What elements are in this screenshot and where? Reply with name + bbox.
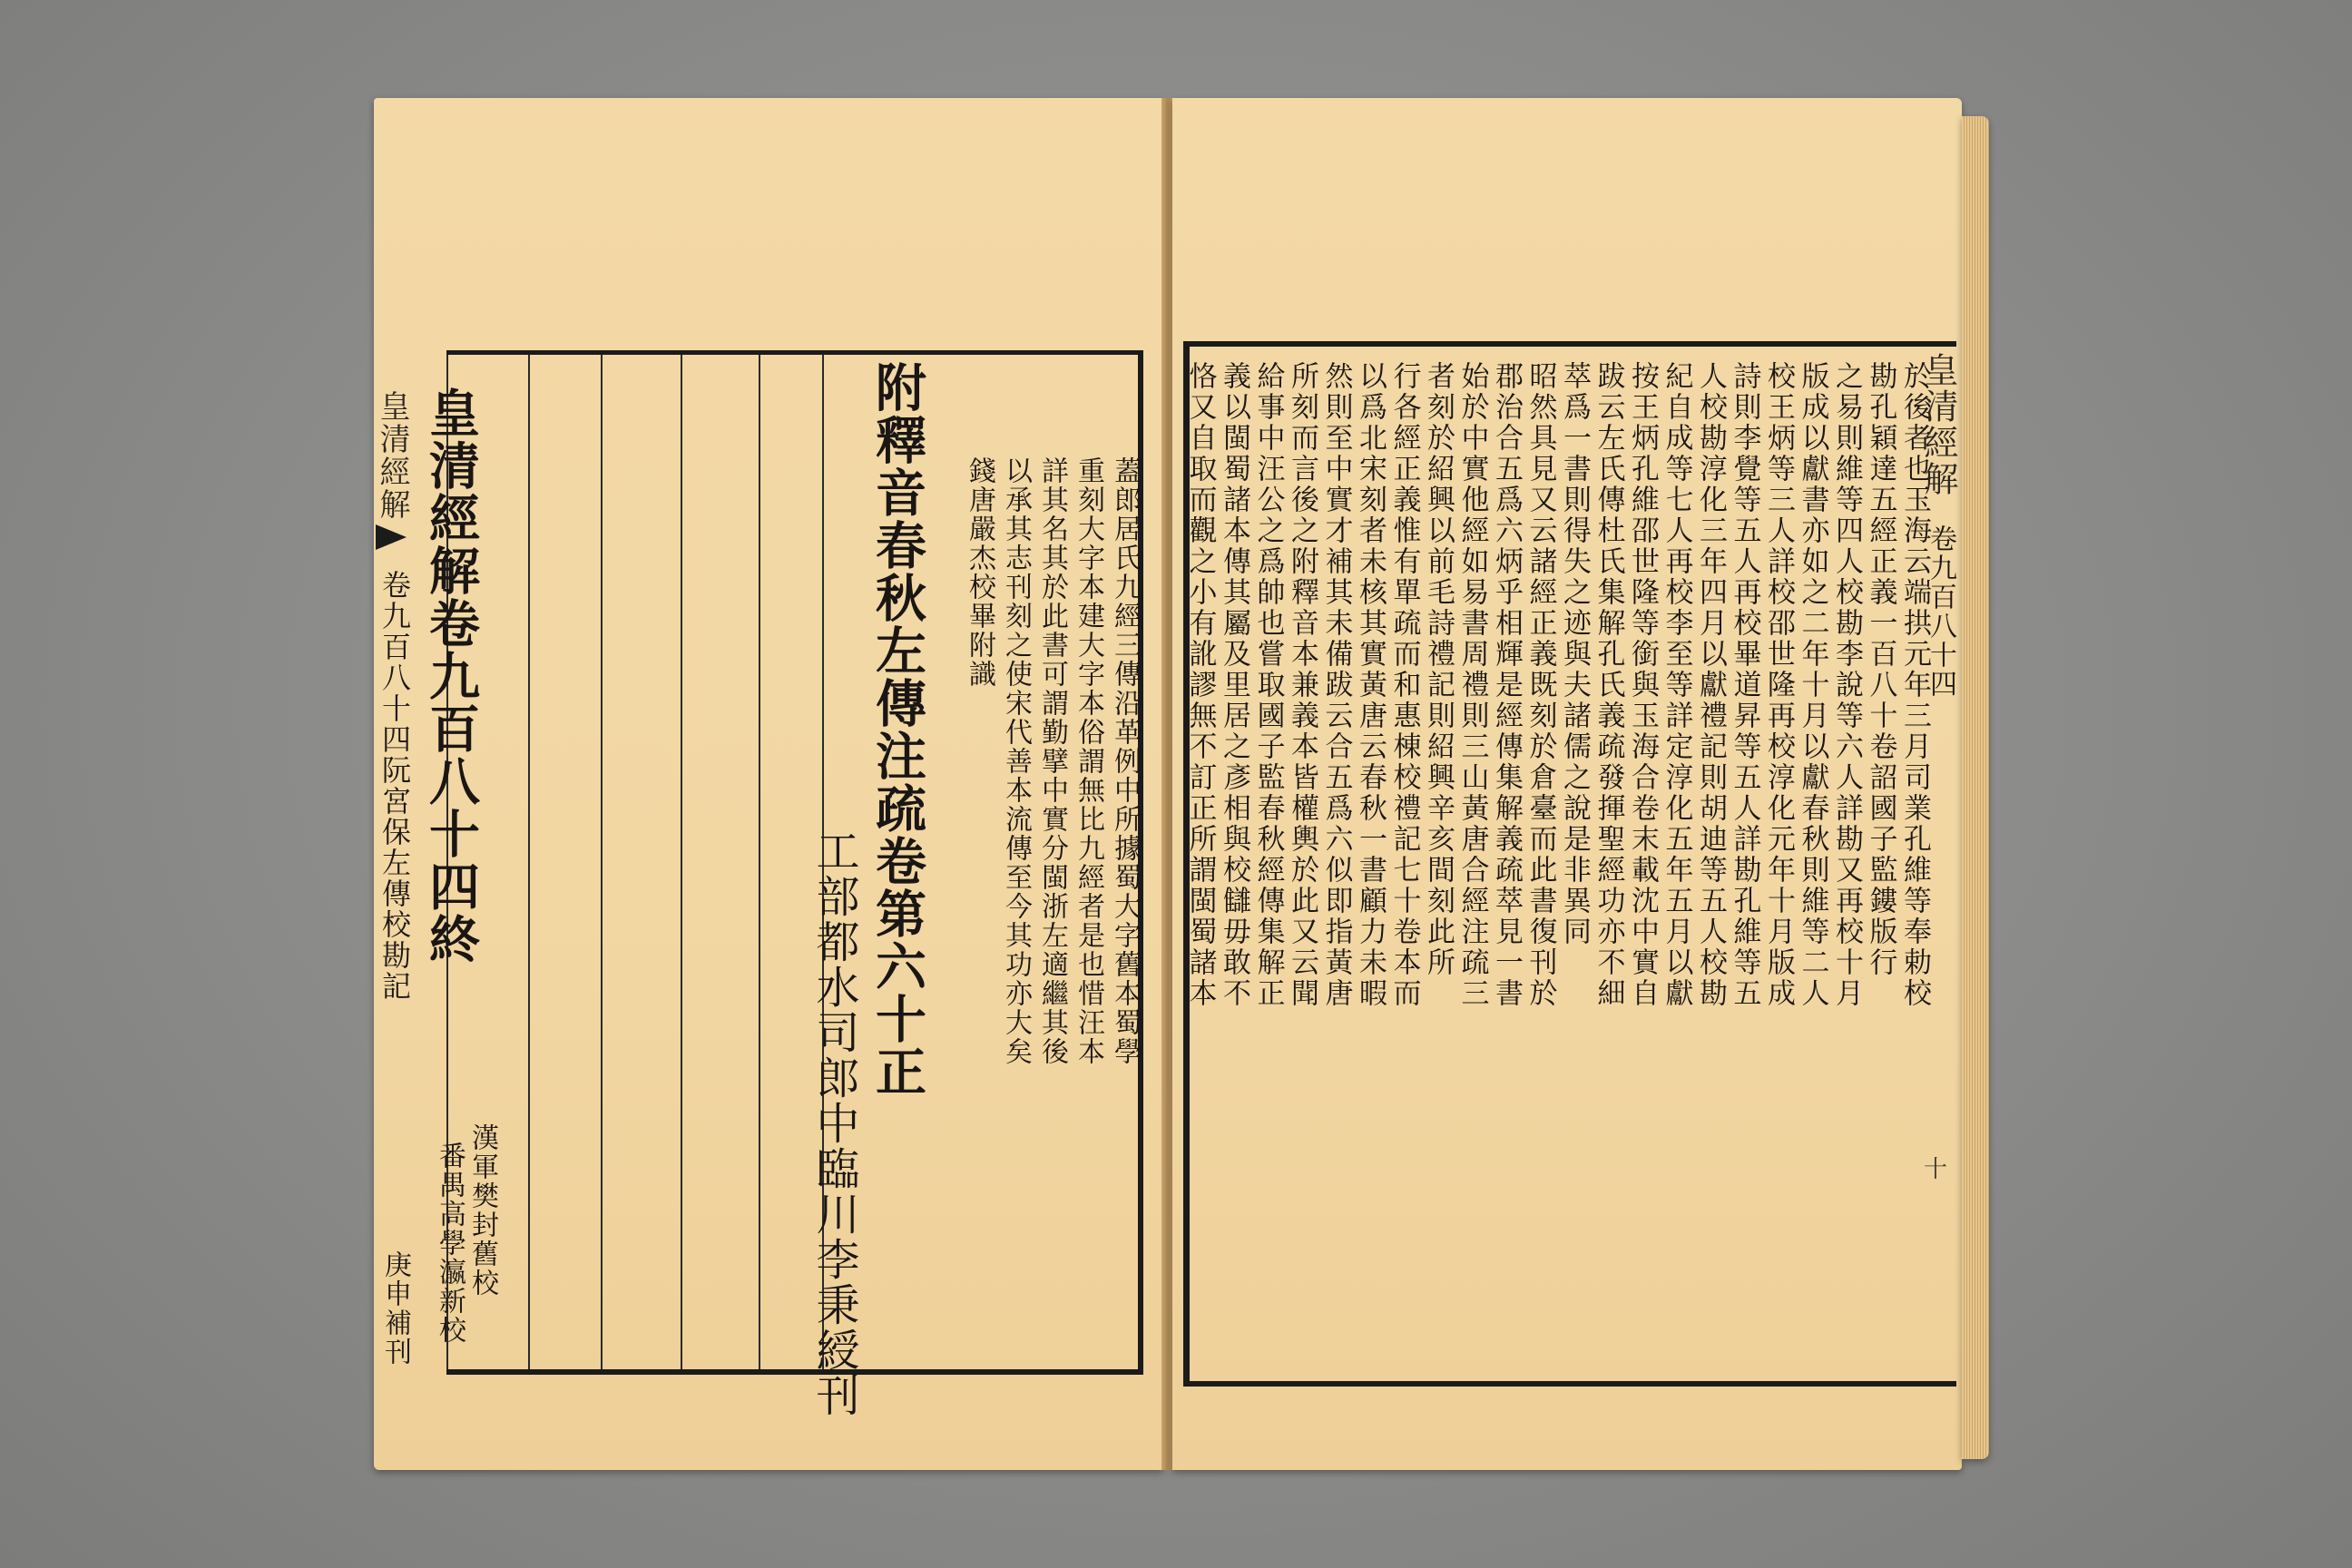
- postscript-col-4: 以承其志刊刻之使宋代善本流傳至今其功亦大矣: [1000, 456, 1032, 1066]
- body-column: 恪又自取而觀之小有訛謬無不訂正所謂閩蜀諸本: [1183, 361, 1217, 1009]
- official-line: 工部都水司郎中臨川李秉綬刊: [808, 828, 859, 1418]
- body-column: 給事中汪公之爲帥也嘗取國子監春秋經傳集解正: [1251, 361, 1285, 1009]
- left-margin-title: 皇清經解: [374, 390, 410, 521]
- body-column: 人校勘淳化三年四月以獻禮記則胡迪等五人校勘: [1694, 361, 1727, 1009]
- left-margin-subtitle: 卷九百八十四阮宮保左傳校勘記: [377, 570, 412, 1002]
- body-column: 版成以獻書亦如之二年十月以獻春秋則維等二人: [1796, 361, 1829, 1009]
- body-column: 跋云左氏傳杜氏集解孔氏義疏發揮聖經功亦不細: [1592, 361, 1625, 1009]
- body-column: 者刻於紹興以前毛詩禮記則紹興辛亥間刻此所: [1422, 361, 1455, 978]
- volume-end-title: 皇清經解卷九百八十四終: [421, 387, 481, 965]
- body-column: 紀自成等七人再校李至等詳定淳化五年五月以獻: [1660, 361, 1693, 1009]
- proofer-2: 番禺高學瀛新校: [434, 1142, 466, 1345]
- left-margin-bottom: 庚申補刊: [379, 1250, 411, 1367]
- body-column: 校王炳等三人詳校邵世隆再校淳化元年十月版成: [1762, 361, 1795, 1009]
- postscript-col-1: 蓋郎居氏九經三傳沿革例中所據蜀大字舊本蜀學: [1109, 456, 1141, 1066]
- right-margin-subtitle: 卷九百八十四: [1925, 524, 1956, 699]
- postscript-col-3: 詳其名其於此書可謂勤擘中實分閩浙左適繼其後: [1036, 456, 1068, 1066]
- page-edges: [1962, 116, 1989, 1459]
- sheet-number: 十: [1924, 1156, 1950, 1183]
- body-column: 萃爲一書則得失之迹與夫諸儒之說是非異同: [1558, 361, 1591, 947]
- right-margin-title: 皇清經解: [1918, 352, 1958, 497]
- postscript-col-5: 錢唐嚴杰校畢附識: [964, 456, 995, 689]
- body-column: 然則至中實才補其未備跋云合五爲六似即指黃唐: [1319, 361, 1353, 1009]
- body-column: 詩則李覺等五人再校畢道昇等五人詳勘孔維等五: [1728, 361, 1761, 1009]
- open-book: [356, 98, 1998, 1485]
- body-column: 義以閩蜀諸本傳其屬及里居之彥相與校讎毋敢不: [1218, 361, 1250, 1009]
- body-column: 按王炳孔維邵世隆等銜與玉海合卷末載沈中實自: [1626, 361, 1659, 1009]
- body-column: 昭然具見又云諸經正義既刻於倉臺而此書復刊於: [1524, 361, 1557, 1009]
- postscript-col-2: 重刻大字本建大字本俗謂無比九經者是也惜汪本: [1073, 456, 1104, 1066]
- body-column: 勘孔穎達五經正義一百八十卷詔國子監鏤版行: [1864, 361, 1897, 978]
- body-column: 於後者也玉海云端拱元年三月司業孔維等奉勅校: [1898, 361, 1931, 1009]
- body-column: 郡治合五爲六炳乎相輝是經傳集解義疏萃見一書: [1490, 361, 1523, 1009]
- body-column: 之易則維等四人校勘李說等六人詳勘又再校十月: [1830, 361, 1863, 1009]
- proofer-1: 漢軍樊封舊校: [466, 1123, 498, 1298]
- body-column: 始於中實他經如易書周禮則三山黃唐合經注疏三: [1455, 361, 1489, 1009]
- body-column: 所刻而言後之附釋音本兼義本皆權輿於此又云聞: [1286, 361, 1318, 1009]
- body-column: 以爲北宋刻者未核其實黃唐云春秋一書顧力未暇: [1354, 361, 1387, 1009]
- body-column: 行各經正義惟有單疏而和惠棟校禮記七十卷本而: [1387, 361, 1421, 1009]
- chapter-heading: 附釋音春秋左傳注疏卷第六十正: [867, 361, 927, 1098]
